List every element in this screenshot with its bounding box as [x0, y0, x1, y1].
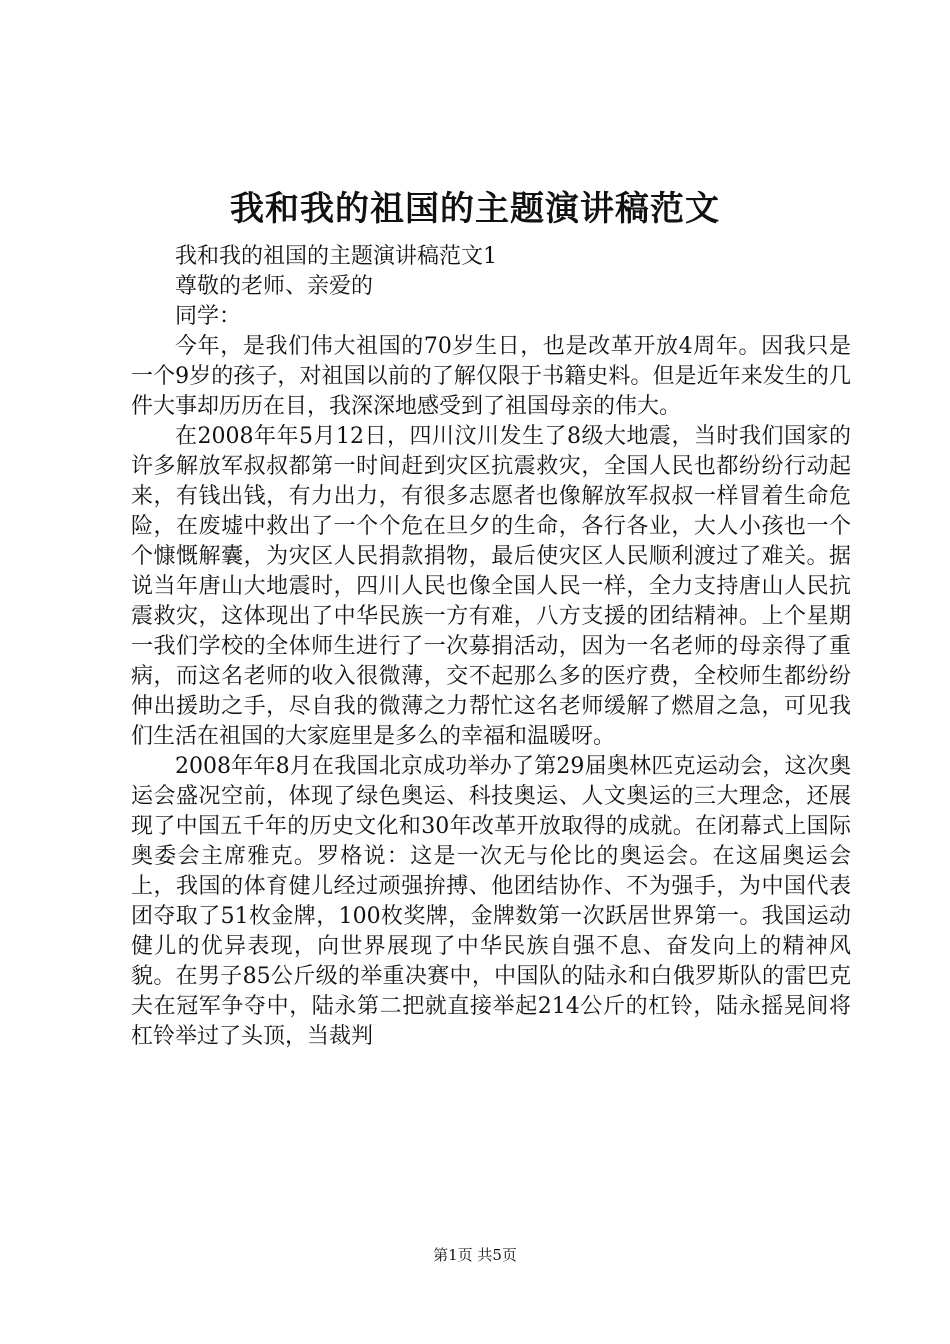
- document-title: 我和我的祖国的主题演讲稿范文: [230, 189, 720, 229]
- page-footer: 第1页 共5页: [433, 1246, 517, 1264]
- subtitle-line: 我和我的祖国的主题演讲稿范文1: [175, 244, 497, 269]
- document-body: [131, 242, 851, 1052]
- paragraph-earthquake: 在2008年年5月12日，四川汶川发生了8级大地震，当时我们国家的许多解放军叔叔都第一时间赶到灾区抗震救灾，全国人民也都纷纷行动起来，有钱出钱，有力出力，有很多志愿者也像解放军叔叔一样冒着生命危险，在废墟中救出了一个个危在旦夕的生命，各行各业，大人小孩也一个个慷慨解囊，为灾区人民捐款捐物，最后使灾区人民顺利渡过了难关。据说当年唐山大地震时，四川人民也像全国人民一样，全力支持唐山人民抗震救灾，这体现出了中华民族一方有难，八方支援的团结精神。上个星期一我们学校的全体师生进行了一次募捐活动，因为一名老师的母亲得了重病，而这名老师的收入很微薄，交不起那么多的医疗费，全校师生都纷纷伸出援助之手，尽自我的微薄之力帮忙这名老师缓解了燃眉之急，可见我们生活在祖国的大家庭里是多么的幸福和温暖呀。: [131, 424, 851, 749]
- salutation-line-2: 同学：: [175, 304, 242, 329]
- paragraph-birthday: 今年，是我们伟大祖国的70岁生日，也是改革开放4周年。因我只是一个9岁的孩子，对祖国以前的了解仅限于书籍史料。但是近年来发生的几件大事却历历在目，我深深地感受到了祖国母亲的伟大。: [131, 334, 851, 419]
- paragraph-olympics: 2008年年8月在我国北京成功举办了第29届奥林匹克运动会，这次奥运会盛况空前，体现了绿色奥运、科技奥运、人文奥运的三大理念，还展现了中国五千年的历史文化和30年改革开放取得的成就。在闭幕式上国际奥委会主席雅克。罗格说：这是一次无与伦比的奥运会。在这届奥运会上，我国的体育健儿经过顽强拚搏、他团结协作、不为强手，为中国代表团夺取了51枚金牌，100枚奖牌，金牌数第一次跃居世界第一。我国运动健儿的优异表现，向世界展现了中华民族自强不息、奋发向上的精神风貌。在男子85公斤级的举重决赛中，中国队的陆永和白俄罗斯队的雷巴克夫在冠军争夺中，陆永第二把就直接举起214公斤的杠铃，陆永摇晃间将杠铃举过了头顶，当裁判: [131, 754, 851, 1049]
- salutation-line-1: 尊敬的老师、亲爱的: [175, 274, 374, 299]
